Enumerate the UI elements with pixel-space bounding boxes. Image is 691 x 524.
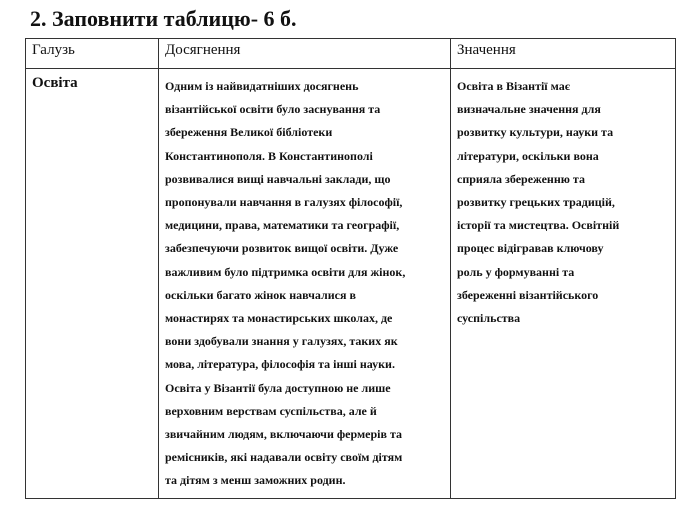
text-line: монастирях та монастирських школах, де — [165, 311, 393, 326]
text-line: оскільки багато жінок навчалися в — [165, 287, 356, 302]
text-line: збереження Великої бібліотеки — [165, 125, 333, 140]
text-line: звичайним людям, включаючи фермерів та — [165, 427, 403, 442]
text-line: верховним верствам суспільства, але й — [165, 403, 377, 418]
text-line: Освіта в Візантії має — [457, 79, 570, 93]
text-line: розвитку грецьких традицій, — [457, 195, 615, 210]
text-line: розвивалися вищі навчальні заклади, що — [165, 171, 391, 186]
text-line: Одним із найвидатніших досягнень — [165, 79, 359, 93]
text-line: мова, література, філософія та інші науки. — [165, 357, 395, 372]
task-title: 2. Заповнити таблицю- 6 б. — [30, 6, 297, 31]
answer-table — [25, 38, 676, 499]
text-line: історії та мистецтва. Освітній — [457, 218, 620, 233]
text-line: збереженні візантійського — [457, 287, 599, 302]
achievements-text — [159, 69, 450, 493]
text-line: суспільства — [457, 311, 521, 326]
table-header-row — [26, 39, 676, 69]
text-line: ремісників, які надавали освіту своїм дітям — [165, 450, 403, 465]
table-row — [26, 69, 676, 499]
text-line: роль у формуванні та — [457, 264, 575, 279]
significance-text — [451, 69, 675, 330]
text-line: пропонували навчання в галузях філософії, — [165, 195, 403, 210]
text-line: медицини, права, математики та географії, — [165, 218, 400, 233]
header-achievements: Досягнення — [159, 39, 451, 69]
text-line: визначальне значення для — [457, 102, 601, 117]
text-line: Освіта у Візантії була доступною не лише — [165, 380, 391, 395]
text-line: сприяла збереженню та — [457, 171, 585, 186]
text-line: важливим було підтримка освіти для жінок, — [165, 264, 406, 279]
text-line: розвитку культури, науки та — [457, 125, 614, 140]
text-line: літератури, оскільки вона — [457, 148, 599, 163]
cell-field: Освіта — [26, 69, 159, 499]
header-field: Галузь — [26, 39, 159, 69]
text-line: забезпечуючи розвиток вищої освіти. Дуже — [165, 241, 399, 256]
cell-significance — [451, 69, 676, 499]
header-significance: Значення — [451, 39, 676, 69]
text-line: та дітям з менш заможних родин. — [165, 473, 346, 488]
text-line: візантійської освіти було заснування та — [165, 102, 381, 117]
cell-achievements — [159, 69, 451, 499]
text-line: Константинополя. В Константинополі — [165, 148, 373, 163]
text-line: вони здобували знання у галузях, таких як — [165, 334, 398, 349]
text-line: процес відігравав ключову — [457, 241, 604, 256]
